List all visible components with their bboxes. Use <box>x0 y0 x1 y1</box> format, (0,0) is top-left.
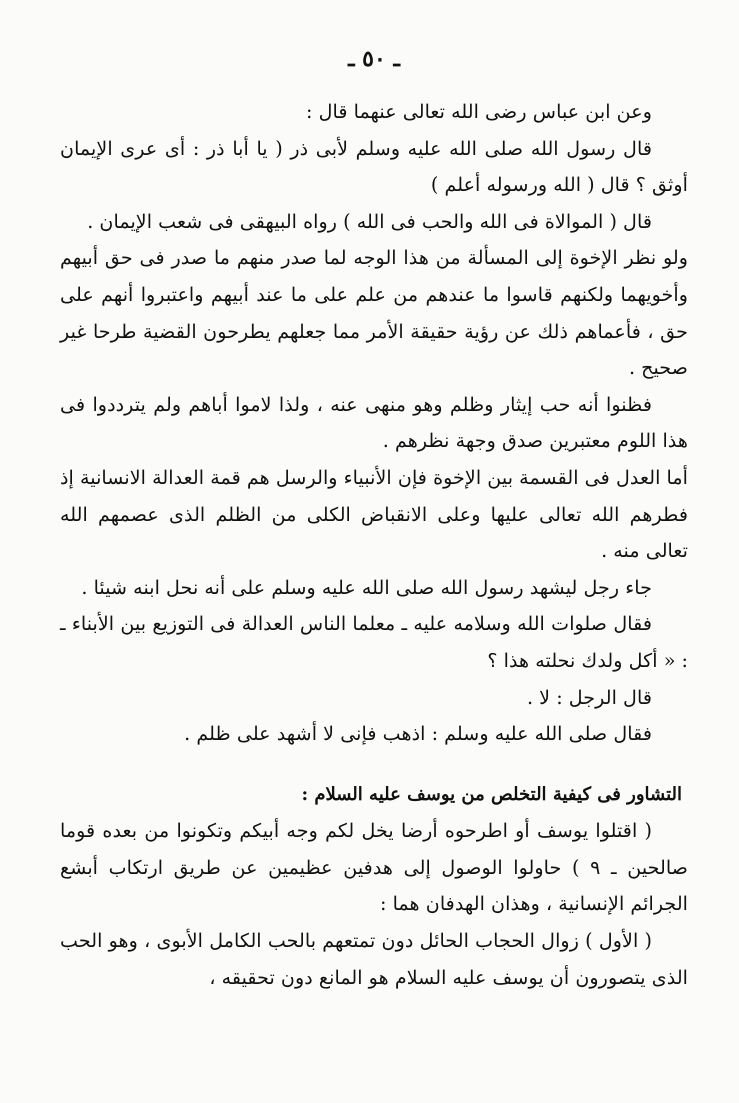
paragraph: وعن ابن عباس رضى الله تعالى عنهما قال : <box>306 100 652 123</box>
paragraph: أما العدل فى القسمة بين الإخوة فإن الأنبياء والرسل هم قمة العدالة الانسانية إذ فطرهم الله تعالى عليها وعلى الانقباض الكلى من الظلم الذى عصمهم الله تعالى منه . <box>60 465 688 563</box>
page-body <box>60 94 688 996</box>
paragraph: فقال صلوات الله وسلامه عليه ـ معلما الناس العدالة فى التوزيع بين الأبناء ـ : « أكل ولدك نحلته هذا ؟ <box>60 612 688 672</box>
page-number: ـ ٥٠ ـ <box>348 46 400 72</box>
paragraph: قال ( الموالاة فى الله والحب فى الله ) رواه البيهقى فى شعب الإيمان . <box>87 209 652 233</box>
paragraph: فظنوا أنه حب إيثار وظلم وهو منهى عنه ، ولذا لاموا أباهم ولم يترددوا فى هذا اللوم معتبرين صدق وجهة نظرهم . <box>60 392 688 453</box>
paragraph: جاء رجل ليشهد رسول الله صلى الله عليه وسلم على أنه نحل ابنه شيئا . <box>81 575 652 599</box>
paragraph: ( الأول ) زوال الحجاب الحائل دون تمتعهم بالحب الكامل الأبوى ، وهو الحب الذى يتصورون أن يوسف عليه السلام هو المانع دون تحقيقه ، <box>60 929 688 989</box>
paragraph: قال الرجل : لا . <box>526 685 652 709</box>
section-spacer <box>60 753 688 777</box>
book-page <box>60 34 688 1014</box>
section-heading: التشاور فى كيفية التخلص من يوسف عليه السلام : <box>301 783 682 805</box>
paragraph: فقال صلى الله عليه وسلم : اذهب فإنى لا أشهد على ظلم . <box>184 722 652 746</box>
paragraph: ولو نظر الإخوة إلى المسألة من هذا الوجه لما صدر منهم ما صدر فى حق أبيهم وأخويهما ولكنهم قاسوا ما عندهم من علم على ما عند أبيهم واعتبروا أنهم على حق ، فأعماهم ذلك عن رؤية حقيقة الأمر مما جعلهم يطرحون القضية طرحا غير صحيح . <box>60 246 688 380</box>
paragraph: ( اقتلوا يوسف أو اطرحوه أرضا يخل لكم وجه أبيكم وتكونوا من بعده قوما صالحين ـ ٩ ) حاولوا الوصول إلى هدفين عظيمين عن طريق ارتكاب أبشع الجرائم الإنسانية ، وهذان الهدفان هما : <box>60 819 688 916</box>
paragraph: قال رسول الله صلى الله عليه وسلم لأبى ذر ( يا أبا ذر : أى عرى الإيمان أوثق ؟ قال ( الله ورسوله أعلم ) <box>60 136 688 197</box>
